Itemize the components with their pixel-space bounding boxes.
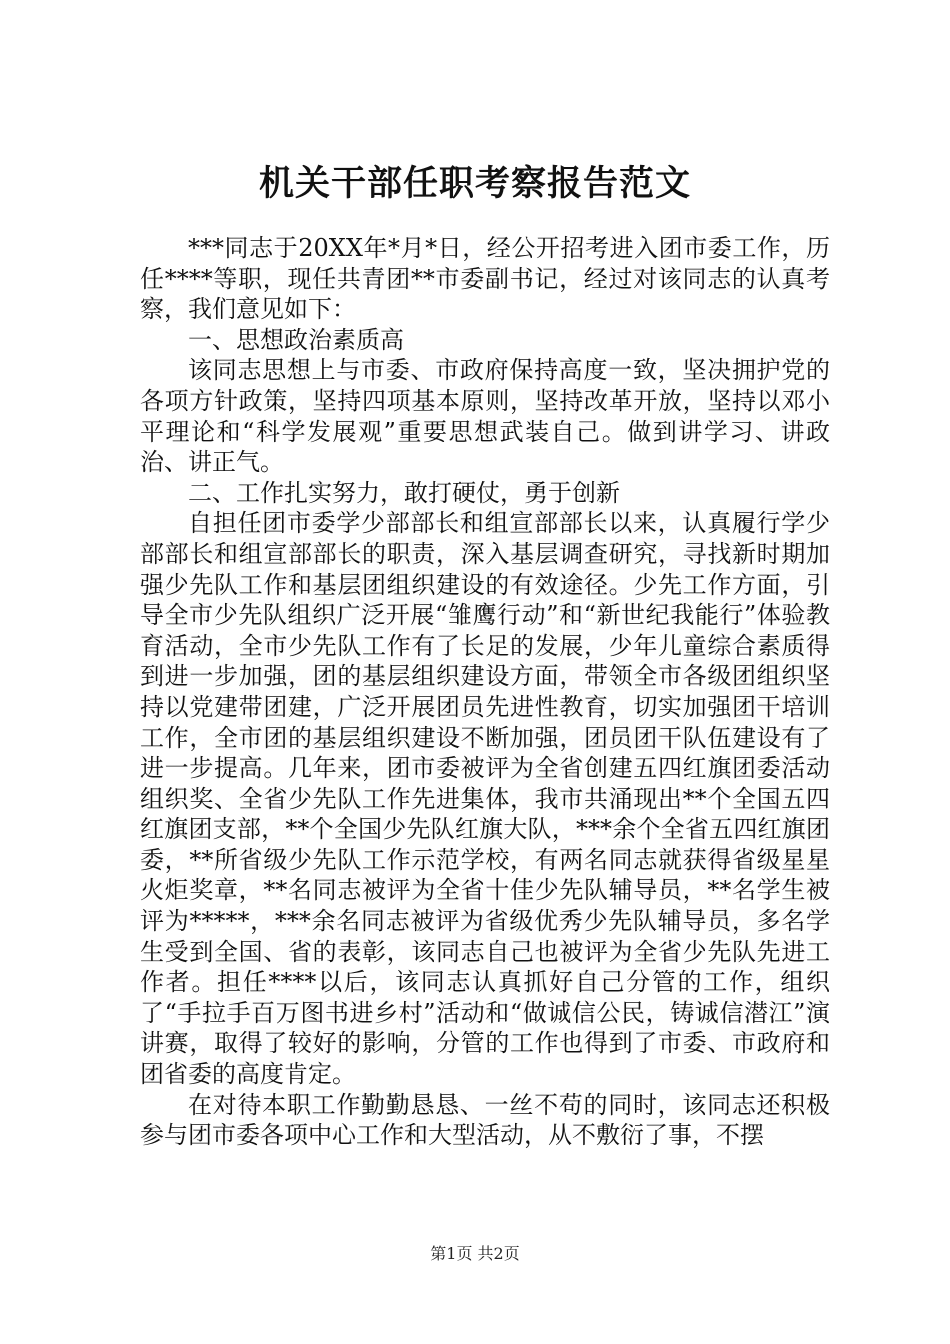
section-1-paragraph: 该同志思想上与市委、市政府保持高度一致，坚决拥护党的各项方针政策，坚持四项基本原则，坚持改革开放，坚持以邓小平理论和“科学发展观”重要思想武装自己。做到讲学习、讲政治、讲正气。 bbox=[140, 356, 830, 477]
closing-paragraph: 在对待本职工作勤勤恳恳、一丝不苟的同时，该同志还积极参与团市委各项中心工作和大型活动，从不敷衍了事，不摆 bbox=[140, 1090, 830, 1150]
document-body bbox=[140, 233, 830, 1151]
page-number-footer: 第1页 共2页 bbox=[430, 1244, 520, 1263]
section-2-paragraph: 自担任团市委学少部部长和组宣部部长以来，认真履行学少部部长和组宣部部长的职责，深入基层调查研究，寻找新时期加强少先队工作和基层团组织建设的有效途径。少先工作方面，引导全市少先队组织广泛开展“雏鹰行动”和“新世纪我能行”体验教育活动，全市少先队工作有了长足的发展，少年儿童综合素质得到进一步加强，团的基层组织建设方面，带领全市各级团组织坚持以党建带团建，广泛开展团员先进性教育，切实加强团干培训工作，全市团的基层组织建设不断加强，团员团干队伍建设有了进一步提高。几年来，团市委被评为全省创建五四红旗团委活动组织奖、全省少先队工作先进集体，我市共涌现出**个全国五四红旗团支部，**个全国少先队红旗大队，***余个全省五四红旗团委，**所省级少先队工作示范学校，有两名同志就获得省级星星火炬奖章，**名同志被评为全省十佳少先队辅导员，**名学生被评为*****，***余名同志被评为省级优秀少先队辅导员，多名学生受到全国、省的表彰，该同志自己也被评为全省少先队先进工作者。担任****以后，该同志认真抓好自己分管的工作，组织了“手拉手百万图书进乡村”活动和“做诚信公民，铸诚信潜江”演讲赛，取得了较好的影响，分管的工作也得到了市委、市政府和团省委的高度肯定。 bbox=[140, 509, 830, 1089]
document-title: 机关干部任职考察报告范文 bbox=[258, 163, 691, 204]
intro-paragraph: ***同志于20XX年*月*日，经公开招考进入团市委工作，历任****等职，现任共青团**市委副书记，经过对该同志的认真考察，我们意见如下： bbox=[140, 234, 830, 324]
section-heading-1: 一、思想政治素质高 bbox=[188, 325, 404, 354]
section-heading-2: 二、工作扎实努力，敢打硬仗，勇于创新 bbox=[188, 478, 620, 507]
